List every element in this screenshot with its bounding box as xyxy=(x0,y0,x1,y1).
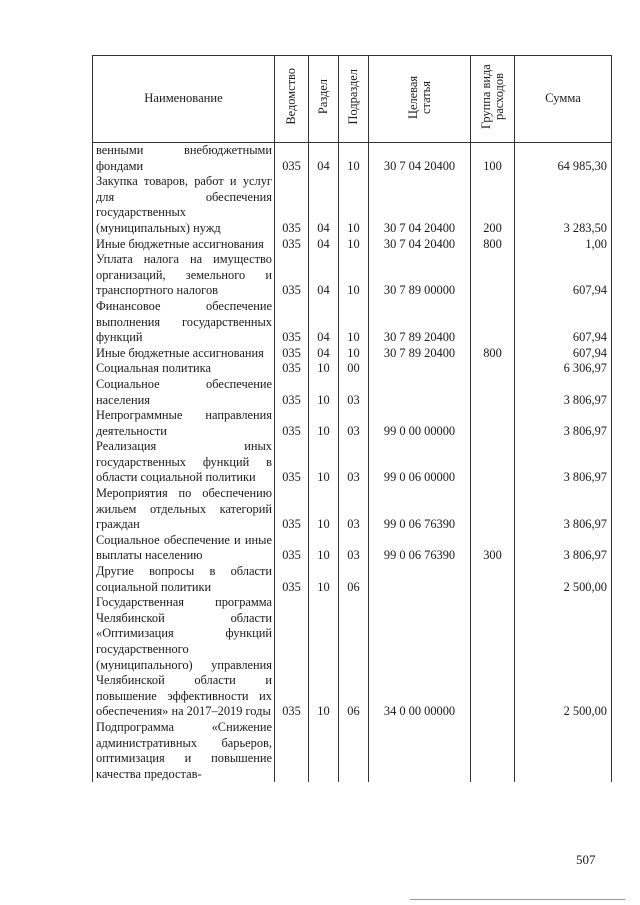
row-target: 30 7 89 20400 xyxy=(369,346,471,362)
table-row xyxy=(93,237,612,253)
row-name: Уплата налога на имущество организаций, земельного и транспортного налогов xyxy=(93,252,275,299)
row-expense-group xyxy=(471,377,515,408)
row-section: 04 xyxy=(309,346,339,362)
row-department: 035 xyxy=(275,361,309,377)
row-expense-group: 800 xyxy=(471,237,515,253)
row-expense-group xyxy=(471,252,515,299)
header-name: Наименование xyxy=(93,56,275,143)
row-subsection: 03 xyxy=(339,486,369,533)
row-expense-group xyxy=(471,564,515,595)
table-row xyxy=(93,533,612,564)
row-amount xyxy=(515,720,612,782)
bottom-rule xyxy=(410,899,625,900)
row-amount: 607,94 xyxy=(515,346,612,362)
table-row xyxy=(93,143,612,175)
row-subsection xyxy=(339,720,369,782)
row-name: Непрограммные направления деятельности xyxy=(93,408,275,439)
table-row xyxy=(93,299,612,346)
row-expense-group xyxy=(471,299,515,346)
row-target: 99 0 06 00000 xyxy=(369,439,471,486)
row-subsection: 06 xyxy=(339,595,369,720)
header-expense-group: Группа вида расходов xyxy=(471,56,515,143)
row-expense-group xyxy=(471,439,515,486)
table-row xyxy=(93,595,612,720)
row-target xyxy=(369,377,471,408)
row-name: Реализация иных государственных функций в области социальной политики xyxy=(93,439,275,486)
row-section: 10 xyxy=(309,439,339,486)
table-row xyxy=(93,564,612,595)
row-section: 10 xyxy=(309,533,339,564)
row-expense-group: 200 xyxy=(471,174,515,236)
row-name: Подпрограмма «Снижение административных барьеров, оптимизация и повышение качества предостав- xyxy=(93,720,275,782)
header-department: Ведомство xyxy=(275,56,309,143)
table-body xyxy=(93,143,612,783)
row-department: 035 xyxy=(275,486,309,533)
row-name: Иные бюджетные ассигнования xyxy=(93,346,275,362)
row-section: 04 xyxy=(309,299,339,346)
row-name: Мероприятия по обеспечению жильем отдельных категорий граждан xyxy=(93,486,275,533)
row-section: 10 xyxy=(309,377,339,408)
row-target xyxy=(369,720,471,782)
header-target: Целевая статья xyxy=(369,56,471,143)
table-header-row xyxy=(93,56,612,143)
row-section: 04 xyxy=(309,174,339,236)
row-amount: 1,00 xyxy=(515,237,612,253)
row-department: 035 xyxy=(275,237,309,253)
row-expense-group xyxy=(471,720,515,782)
row-name: Государственная программа Челябинской области «Оптимизация функций государственного (муниципального) управления Челябинской области и повышение эффективности их обеспечения» на 2017–2019 годы xyxy=(93,595,275,720)
row-department: 035 xyxy=(275,346,309,362)
row-expense-group xyxy=(471,408,515,439)
row-expense-group xyxy=(471,595,515,720)
row-amount: 2 500,00 xyxy=(515,564,612,595)
row-department: 035 xyxy=(275,564,309,595)
row-target: 34 0 00 00000 xyxy=(369,595,471,720)
row-target: 30 7 89 00000 xyxy=(369,252,471,299)
row-subsection: 06 xyxy=(339,564,369,595)
row-target: 30 7 89 20400 xyxy=(369,299,471,346)
row-amount: 3 806,97 xyxy=(515,486,612,533)
table-row xyxy=(93,486,612,533)
row-department: 035 xyxy=(275,595,309,720)
header-subsection: Подраздел xyxy=(339,56,369,143)
row-amount: 2 500,00 xyxy=(515,595,612,720)
table-row xyxy=(93,346,612,362)
row-expense-group: 800 xyxy=(471,346,515,362)
row-name: Социальное обеспечение населения xyxy=(93,377,275,408)
row-target xyxy=(369,564,471,595)
row-department: 035 xyxy=(275,299,309,346)
row-amount: 64 985,30 xyxy=(515,143,612,175)
row-expense-group: 100 xyxy=(471,143,515,175)
row-amount: 607,94 xyxy=(515,299,612,346)
table-row xyxy=(93,361,612,377)
row-target: 99 0 06 76390 xyxy=(369,486,471,533)
row-department: 035 xyxy=(275,439,309,486)
row-section: 10 xyxy=(309,486,339,533)
row-target: 30 7 04 20400 xyxy=(369,174,471,236)
row-subsection: 03 xyxy=(339,439,369,486)
row-subsection: 03 xyxy=(339,408,369,439)
table-row xyxy=(93,439,612,486)
row-section: 04 xyxy=(309,252,339,299)
row-subsection: 10 xyxy=(339,143,369,175)
row-department: 035 xyxy=(275,174,309,236)
budget-table xyxy=(92,55,612,782)
table-row xyxy=(93,408,612,439)
row-department: 035 xyxy=(275,408,309,439)
row-target: 30 7 04 20400 xyxy=(369,143,471,175)
row-amount: 3 283,50 xyxy=(515,174,612,236)
row-section xyxy=(309,720,339,782)
row-name: Иные бюджетные ассигнования xyxy=(93,237,275,253)
table-row xyxy=(93,174,612,236)
row-amount: 3 806,97 xyxy=(515,377,612,408)
row-name: Финансовое обеспечение выполнения государственных функций xyxy=(93,299,275,346)
row-section: 10 xyxy=(309,564,339,595)
row-subsection: 10 xyxy=(339,174,369,236)
page-number: 507 xyxy=(576,852,596,867)
row-subsection: 10 xyxy=(339,252,369,299)
row-target xyxy=(369,361,471,377)
row-name: Социальное обеспечение и иные выплаты населению xyxy=(93,533,275,564)
row-expense-group xyxy=(471,486,515,533)
row-target: 99 0 06 76390 xyxy=(369,533,471,564)
row-amount: 3 806,97 xyxy=(515,439,612,486)
table-row xyxy=(93,252,612,299)
row-section: 10 xyxy=(309,408,339,439)
row-amount: 6 306,97 xyxy=(515,361,612,377)
row-department: 035 xyxy=(275,533,309,564)
row-name: Закупка товаров, работ и услуг для обеспечения государственных (муниципальных) нужд xyxy=(93,174,275,236)
row-target: 99 0 00 00000 xyxy=(369,408,471,439)
row-amount: 3 806,97 xyxy=(515,533,612,564)
row-subsection: 10 xyxy=(339,346,369,362)
row-subsection: 03 xyxy=(339,533,369,564)
header-amount: Сумма xyxy=(515,56,612,143)
row-department: 035 xyxy=(275,252,309,299)
row-department: 035 xyxy=(275,143,309,175)
row-department: 035 xyxy=(275,377,309,408)
row-section: 04 xyxy=(309,143,339,175)
row-subsection: 03 xyxy=(339,377,369,408)
table-row xyxy=(93,720,612,782)
row-section: 10 xyxy=(309,361,339,377)
row-department xyxy=(275,720,309,782)
header-section: Раздел xyxy=(309,56,339,143)
row-amount: 607,94 xyxy=(515,252,612,299)
row-expense-group: 300 xyxy=(471,533,515,564)
table-row xyxy=(93,377,612,408)
row-name: Другие вопросы в области социальной политики xyxy=(93,564,275,595)
row-name: Социальная политика xyxy=(93,361,275,377)
row-name: венными внебюджетными фондами xyxy=(93,143,275,175)
row-section: 04 xyxy=(309,237,339,253)
row-amount: 3 806,97 xyxy=(515,408,612,439)
row-subsection: 10 xyxy=(339,237,369,253)
row-section: 10 xyxy=(309,595,339,720)
row-subsection: 00 xyxy=(339,361,369,377)
row-subsection: 10 xyxy=(339,299,369,346)
row-expense-group xyxy=(471,361,515,377)
row-target: 30 7 04 20400 xyxy=(369,237,471,253)
